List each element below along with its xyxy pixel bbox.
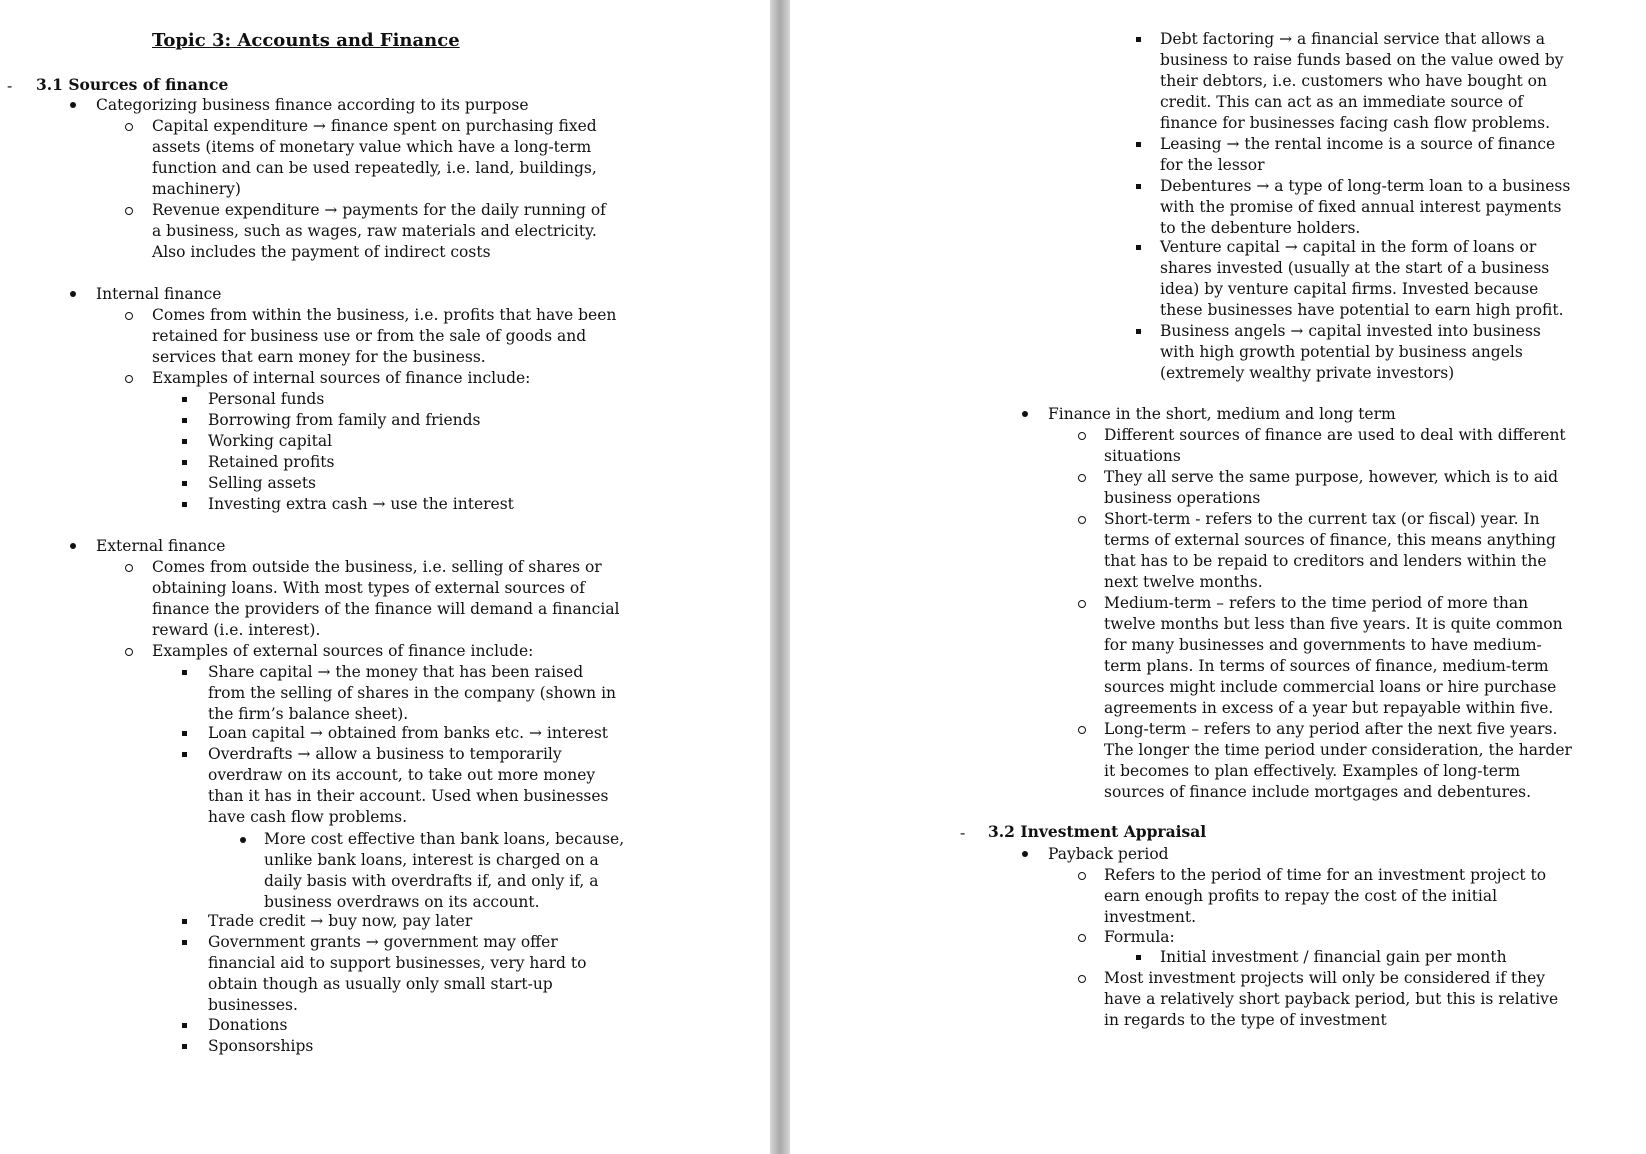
- loan-capital-text: Loan capital → obtained from banks etc. → interest: [208, 724, 609, 742]
- internal-example: Personal funds: [208, 390, 325, 408]
- bullet-dot: [240, 837, 246, 843]
- payback-most: Most investment projects will only be considered if they have a relatively short payback period, but this is relative in regards to the type of investment: [1104, 969, 1559, 1029]
- right-page: [790, 0, 1646, 1154]
- dash-marker: -: [960, 824, 966, 842]
- bullet-dot: [70, 291, 76, 297]
- term-same: They all serve the same purpose, however, which is to aid business operations: [1104, 468, 1558, 507]
- overdraft-note: More cost effective than bank loans, because, unlike bank loans, interest is charged on a daily basis with overdrafts if, and only if, a business overdraws on its account.: [264, 830, 625, 911]
- venture-capital-text: Venture capital → capital in the form of loans or shares invested (usually at the start of a business idea) by venture capital firms. Invested because these businesses have potential to earn high profit.: [1160, 238, 1564, 319]
- bullet-circle: [1078, 600, 1086, 608]
- document-title: Topic 3: Accounts and Finance: [152, 30, 460, 51]
- internal-example: Working capital: [208, 432, 333, 450]
- bullet-square: [1136, 184, 1141, 189]
- overdrafts-text: Overdrafts → allow a business to temporarily overdraw on its account, to take out more money than it has in their account. Used when businesses have cash flow problems.: [208, 745, 609, 826]
- bullet-square: [182, 670, 187, 675]
- sponsorships-text: Sponsorships: [208, 1037, 314, 1055]
- page-gutter: [770, 0, 790, 1154]
- bullet-square: [182, 919, 187, 924]
- bullet-square: [182, 731, 187, 736]
- formula-text: Initial investment / financial gain per month: [1160, 948, 1507, 966]
- bullet-circle: [1078, 432, 1086, 440]
- payback-heading: Payback period: [1048, 845, 1169, 863]
- bullet-circle: [1078, 726, 1086, 734]
- bullet-circle: [1078, 975, 1086, 983]
- internal-example: Retained profits: [208, 453, 335, 471]
- business-angels-text: Business angels → capital invested into business with high growth potential by business angels (extremely wealthy private investors): [1160, 322, 1541, 382]
- dash-marker: -: [7, 77, 13, 95]
- internal-desc: Comes from within the business, i.e. profits that have been retained for business use or from the sale of goods and services that earn money for the business.: [152, 306, 617, 366]
- term-different: Different sources of finance are used to deal with different situations: [1104, 426, 1566, 465]
- purpose-heading: Categorizing business finance according to its purpose: [96, 96, 529, 114]
- bullet-square: [1136, 329, 1141, 334]
- government-grants-text: Government grants → government may offer financial aid to support businesses, very hard to obtain though as usually only small start-up businesses.: [208, 933, 587, 1014]
- bullet-circle: [1078, 872, 1086, 880]
- payback-refers: Refers to the period of time for an investment project to earn enough profits to repay the cost of the initial investment.: [1104, 866, 1547, 926]
- external-heading: External finance: [96, 537, 226, 555]
- bullet-dot: [70, 102, 76, 108]
- internal-example: Borrowing from family and friends: [208, 411, 481, 429]
- internal-heading: Internal finance: [96, 285, 222, 303]
- formula-label: Formula:: [1104, 928, 1175, 946]
- bullet-circle: [1078, 474, 1086, 482]
- bullet-square: [182, 481, 187, 486]
- short-term-text: Short-term - refers to the current tax (or fiscal) year. In terms of external sources of finance, this means anything that has to be repaid to creditors and lenders within the next twelve months.: [1104, 510, 1556, 591]
- bullet-square: [1136, 955, 1141, 960]
- capex-text: Capital expenditure → finance spent on purchasing fixed assets (items of monetary value which have a long-term function and can be used repeatedly, i.e. land, buildings, machinery): [152, 117, 597, 198]
- internal-example: Investing extra cash → use the interest: [208, 495, 514, 513]
- bullet-dot: [1022, 851, 1028, 857]
- debt-factoring-text: Debt factoring → a financial service that allows a business to raise funds based on the value owed by their debtors, i.e. customers who have bought on credit. This can act as an immediate source of finance for businesses facing cash flow problems.: [1160, 30, 1564, 132]
- bullet-circle: [1078, 516, 1086, 524]
- bullet-square: [182, 502, 187, 507]
- internal-examples-label: Examples of internal sources of finance include:: [152, 369, 531, 387]
- bullet-circle: [125, 123, 133, 131]
- bullet-circle: [125, 312, 133, 320]
- section-heading-3-1: 3.1 Sources of finance: [36, 75, 229, 94]
- bullet-circle: [125, 648, 133, 656]
- bullet-dot: [70, 543, 76, 549]
- bullet-circle: [125, 375, 133, 383]
- share-capital-text: Share capital → the money that has been raised from the selling of shares in the company (shown in the firm’s balance sheet).: [208, 663, 617, 723]
- left-page: [0, 0, 770, 1154]
- long-term-text: Long-term – refers to any period after the next five years. The longer the time period under consideration, the harder it becomes to plan effectively. Examples of long-term sources of finance include mortgages and debentures.: [1104, 720, 1572, 801]
- leasing-text: Leasing → the rental income is a source of finance for the lessor: [1160, 135, 1556, 174]
- section-heading-3-2: 3.2 Investment Appraisal: [988, 822, 1207, 841]
- revex-text: Revenue expenditure → payments for the daily running of a business, such as wages, raw materials and electricity. Also includes the payment of indirect costs: [152, 201, 606, 261]
- bullet-square: [182, 752, 187, 757]
- bullet-square: [1136, 142, 1141, 147]
- external-examples-label: Examples of external sources of finance include:: [152, 642, 534, 660]
- external-desc: Comes from outside the business, i.e. selling of shares or obtaining loans. With most types of external sources of finance the providers of the finance will demand a financial reward (i.e. interest).: [152, 558, 620, 639]
- bullet-square: [182, 439, 187, 444]
- medium-term-text: Medium-term – refers to the time period of more than twelve months but less than five years. It is quite common for many businesses and governments to have medium- term plans. In terms of sources of finance, medium-term sources might include commercial loans or hire purchase agreements in excess of a year but repayable within five.: [1104, 594, 1563, 717]
- internal-example: Selling assets: [208, 474, 317, 492]
- bullet-square: [182, 1044, 187, 1049]
- bullet-square: [182, 418, 187, 423]
- bullet-square: [182, 1023, 187, 1028]
- bullet-square: [182, 940, 187, 945]
- debentures-text: Debentures → a type of long-term loan to a business with the promise of fixed annual interest payments to the debenture holders.: [1160, 177, 1571, 237]
- bullet-circle: [125, 207, 133, 215]
- bullet-square: [182, 397, 187, 402]
- bullet-square: [1136, 37, 1141, 42]
- bullet-square: [1136, 245, 1141, 250]
- donations-text: Donations: [208, 1016, 288, 1034]
- trade-credit-text: Trade credit → buy now, pay later: [208, 912, 473, 930]
- bullet-circle: [125, 564, 133, 572]
- term-heading: Finance in the short, medium and long term: [1048, 405, 1396, 423]
- bullet-dot: [1022, 411, 1028, 417]
- bullet-square: [182, 460, 187, 465]
- bullet-circle: [1078, 934, 1086, 942]
